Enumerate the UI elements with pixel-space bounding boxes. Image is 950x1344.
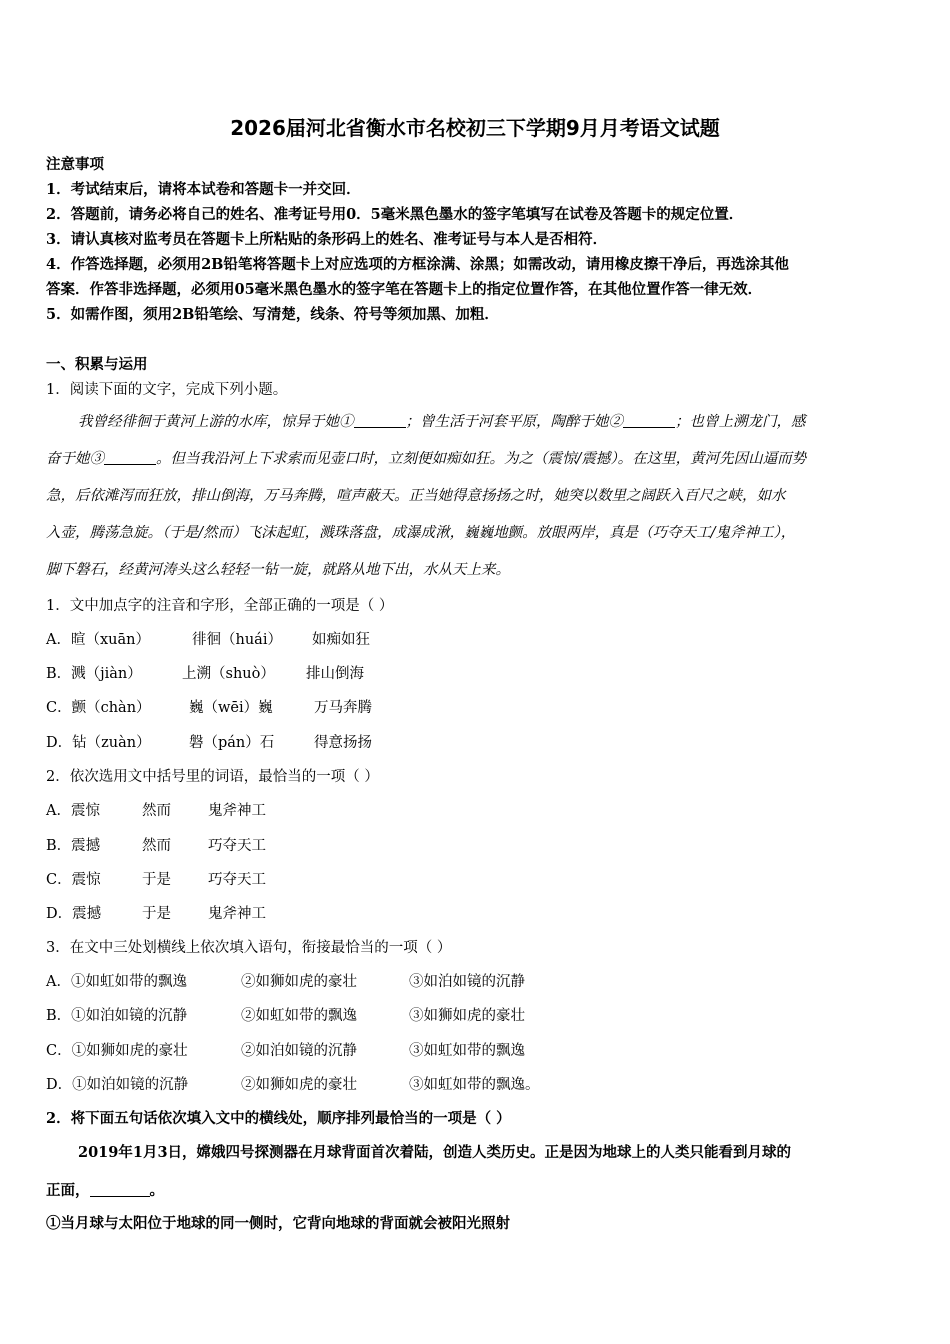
option-part: ②如狮如虎的豪壮 [241, 1077, 357, 1093]
q2-paragraph-line-1: 2019年1月3日，嫦娥四号探测器在月球背面首次着陆，创造人类历史。正是因为地球上的人类只能看到月球的 [78, 1144, 792, 1161]
option-row[interactable] [46, 1039, 525, 1060]
page-title: 2026届河北省衡水市名校初三下学期9月月考语文试题 [230, 116, 720, 140]
option-part: ③如狮如虎的豪壮 [409, 1008, 525, 1024]
option-part: 鬼斧神工 [208, 803, 266, 819]
option-part: B．震撼 [46, 838, 101, 854]
option-part: ③如虹如带的飘逸。 [409, 1077, 540, 1093]
passage-text: 正面， [46, 1182, 90, 1199]
section-heading: 一、积累与运用 [46, 356, 148, 373]
option-part: B．溅（jiàn） [46, 666, 142, 682]
option-row[interactable] [46, 731, 372, 752]
q2-paragraph-line-2 [46, 1179, 164, 1200]
question-stem: 1．文中加点字的注音和字形，全部正确的一项是（ ） [46, 598, 394, 614]
passage-text: 我曾经徘徊于黄河上游的水库，惊异于她① [78, 414, 354, 430]
passage-line-3: 急，后依滩泻而狂放，排山倒海，万马奔腾，喧声蔽天。正当她得意扬扬之时，她突以数里之阔跃入百尺之峡，如水 [46, 488, 786, 504]
passage-line-1 [78, 410, 806, 431]
option-part: A．震惊 [46, 803, 100, 819]
question-stem: 2．依次选用文中括号里的词语，最恰当的一项（ ） [46, 769, 379, 785]
option-part: D．①如泊如镜的沉静 [46, 1077, 189, 1093]
option-row[interactable] [46, 662, 364, 683]
option-part: ②如泊如镜的沉静 [241, 1043, 357, 1059]
passage-line-2 [46, 447, 806, 468]
option-part: C．震惊 [46, 872, 101, 888]
notice-heading: 注意事项 [46, 156, 104, 173]
option-part: 排山倒海 [306, 666, 364, 682]
option-part: 巧夺天工 [208, 872, 266, 888]
option-part: ③如虹如带的飘逸 [409, 1043, 525, 1059]
notice-item: 1．考试结束后，请将本试卷和答题卡一并交回． [46, 181, 361, 198]
option-part: A．①如虹如带的飘逸 [46, 974, 187, 990]
fill-blank-1[interactable] [354, 413, 406, 428]
option-part: 然而 [142, 838, 171, 854]
q2-sentence-item: ①当月球与太阳位于地球的同一侧时，它背向地球的背面就会被阳光照射 [46, 1215, 510, 1232]
passage-line-5: 脚下磐石，经黄河涛头这么轻轻一钻一旋，就路从地下出，水从天上来。 [46, 562, 510, 578]
option-part: C．颤（chàn） [46, 700, 151, 716]
option-part: 磐（pán）石 [189, 735, 275, 751]
passage-text: ；也曾上溯龙门，感 [675, 414, 806, 430]
option-row[interactable] [46, 799, 266, 820]
option-row[interactable] [46, 834, 266, 855]
notice-item: 4．作答选择题，必须用2B铅笔将答题卡上对应选项的方框涂满、涂黑；如需改动，请用橡皮擦干净后，再选涂其他 [46, 256, 789, 273]
option-part: 于是 [142, 906, 171, 922]
question-intro: 1．阅读下面的文字，完成下列小题。 [46, 382, 288, 398]
option-part: 万马奔腾 [314, 700, 372, 716]
option-part: D．钻（zuàn） [46, 735, 151, 751]
option-part: 上溯（shuò） [182, 666, 275, 682]
option-part: 巍（wēi）巍 [189, 700, 273, 716]
option-row[interactable] [46, 628, 370, 649]
passage-line-4: 入壶，腾荡急旋。（于是/然而）飞沫起虹，溅珠落盘，成瀑成湫，巍巍地颤。放眼两岸，真是（巧夺天工/鬼斧神工）， [46, 525, 796, 541]
option-row[interactable] [46, 902, 266, 923]
passage-text: 。 [149, 1182, 164, 1199]
passage-text: 。但当我沿河上下求索而见壶口时，立刻便如痴如狂。为之（震惊/震撼）。在这里，黄河先因山逼而势 [156, 451, 807, 467]
fill-blank-3[interactable] [104, 450, 156, 465]
option-row[interactable] [46, 1073, 540, 1094]
option-part: 如痴如狂 [312, 632, 370, 648]
option-part: 于是 [142, 872, 171, 888]
passage-text: ；曾生活于河套平原，陶醉于她② [405, 414, 623, 430]
option-part: 然而 [142, 803, 171, 819]
passage-text: 奋于她③ [46, 451, 104, 467]
notice-item: 2．答题前，请务必将自己的姓名、准考证号用0．5毫米黑色墨水的签字笔填写在试卷及答题卡的规定位置． [46, 206, 744, 223]
question-stem: 3．在文中三处划横线上依次填入语句，衔接最恰当的一项（ ） [46, 940, 452, 956]
notice-item: 3．请认真核对监考员在答题卡上所粘贴的条形码上的姓名、准考证号与本人是否相符． [46, 231, 608, 248]
option-part: B．①如泊如镜的沉静 [46, 1008, 188, 1024]
notice-item: 答案．作答非选择题，必须用05毫米黑色墨水的签字笔在答题卡上的指定位置作答，在其他位置作答一律无效． [46, 281, 763, 298]
option-part: A．暄（xuān） [46, 632, 150, 648]
fill-blank-q2[interactable] [90, 1182, 150, 1197]
option-row[interactable] [46, 868, 266, 889]
option-part: D．震撼 [46, 906, 102, 922]
question-stem: 2．将下面五句话依次填入文中的横线处，顺序排列最恰当的一项是（ ） [46, 1110, 511, 1127]
option-part: C．①如狮如虎的豪壮 [46, 1043, 188, 1059]
option-part: 徘徊（huái） [192, 632, 282, 648]
option-row[interactable] [46, 696, 372, 717]
fill-blank-2[interactable] [623, 413, 675, 428]
option-row[interactable] [46, 970, 525, 991]
option-part: 得意扬扬 [314, 735, 372, 751]
option-row[interactable] [46, 1004, 525, 1025]
option-part: 巧夺天工 [208, 838, 266, 854]
option-part: ②如狮如虎的豪壮 [241, 974, 357, 990]
option-part: ③如泊如镜的沉静 [409, 974, 525, 990]
option-part: 鬼斧神工 [208, 906, 266, 922]
option-part: ②如虹如带的飘逸 [241, 1008, 357, 1024]
notice-item: 5．如需作图，须用2B铅笔绘、写清楚，线条、符号等须加黑、加粗． [46, 306, 499, 323]
